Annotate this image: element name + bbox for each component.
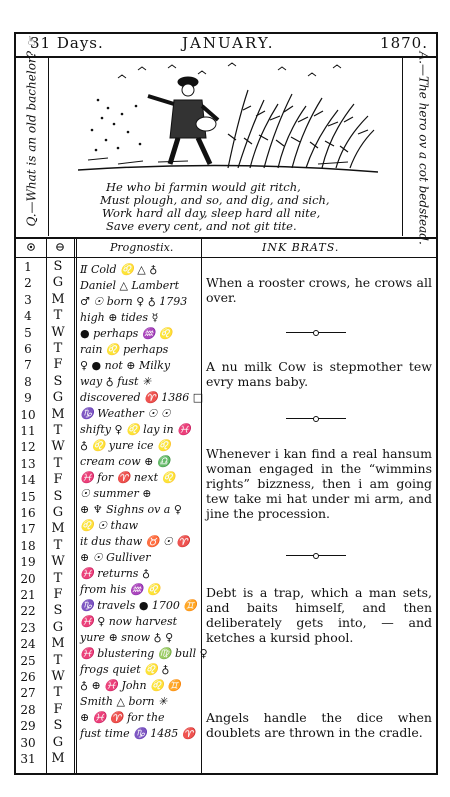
day-number: 6 — [24, 342, 32, 356]
column-divider — [76, 238, 77, 775]
prognostix-line: ♌ ☉ thaw — [80, 519, 139, 532]
prognostix-line: cream cow ⊕ ♎ — [80, 455, 171, 468]
day-row — [14, 407, 74, 423]
prognostix-line: yure ⊕ snow ♁ ♀ — [80, 631, 174, 644]
prognostix-line: ♓ ♀ now harvest — [80, 615, 178, 628]
prognostix-line: ♀ ● not ⊕ Milky — [80, 359, 171, 372]
day-row — [14, 587, 74, 603]
side-divider-right — [402, 58, 403, 236]
day-number: 2 — [24, 276, 32, 291]
day-row — [14, 390, 74, 406]
ink-brat-4: Debt is a trap, which a man sets, and baits himself, and then deliberately gets into, — and ketches a kursid phool. — [206, 585, 432, 645]
prognostix-line: shifty ♀ ♌ lay in ♓ — [80, 423, 191, 436]
day-row — [14, 538, 74, 554]
day-number: 16 — [20, 506, 36, 520]
prognostix-line: ♑ travels ● 1700 ♊ — [80, 599, 198, 612]
day-number: 29 — [20, 719, 36, 734]
ornament-divider — [286, 555, 346, 556]
weekday-letter: F — [53, 357, 63, 373]
column-divider — [201, 238, 202, 775]
prognostix-line: ⊕ ♆ Sighns ov a ♀ — [80, 503, 182, 516]
day-number: 14 — [20, 473, 36, 488]
prognostix-line: ♑ Weather ☉ ☉ — [80, 407, 171, 420]
prognostix-line: ♓ returns ♁ — [80, 567, 150, 580]
day-row — [14, 620, 74, 636]
weekday-letter: W — [51, 439, 65, 455]
day-number: 28 — [20, 702, 36, 717]
day-row — [14, 357, 74, 373]
weekday-letter: W — [51, 554, 65, 570]
ink-brat-2: A nu milk Cow is stepmother tew evry mans baby. — [206, 359, 432, 389]
weekday-letter: F — [53, 472, 63, 488]
section-rule — [14, 237, 438, 239]
day-row — [14, 423, 74, 439]
ornament-divider — [286, 332, 346, 333]
day-row — [14, 472, 74, 488]
prognostix-line: way ♁ fust ✳ — [80, 375, 152, 388]
weekday-letter: M — [51, 521, 65, 537]
weekday-letter: G — [52, 734, 64, 750]
poem-line: Save every cent, and not git tite. — [106, 219, 297, 233]
prognostix-line: Smith △ born ✳ — [80, 695, 168, 708]
poem-line: Work hard all day, sleep hard all nite, — [102, 206, 321, 220]
day-number: 12 — [20, 440, 36, 455]
weekday-letter: F — [53, 701, 63, 717]
prognostix-line: it dus thaw ♉ ☉ ♈ — [80, 535, 190, 548]
weekday-letter: T — [53, 537, 63, 553]
weekday-letter: S — [53, 603, 63, 619]
weekday-letter: S — [53, 259, 63, 274]
day-row — [14, 259, 74, 275]
day-number: 27 — [20, 686, 36, 701]
day-row — [14, 292, 74, 308]
weekday-letter: G — [52, 275, 64, 291]
day-number: 25 — [20, 653, 36, 668]
weekday-letter: T — [53, 308, 63, 324]
year-label: 1870. — [380, 34, 428, 52]
day-number: 5 — [24, 325, 32, 340]
day-number: 30 — [20, 735, 36, 750]
ink-brats-header: INK BRATS. — [262, 241, 340, 254]
prognostix-line: frogs quiet ♌ ♁ — [80, 663, 170, 676]
prognostix-header: Prognostix. — [110, 241, 174, 254]
prognostix-line: ⊕ ♓ ♈ for the — [80, 711, 165, 724]
prognostix-line: Daniel △ Lambert — [80, 279, 179, 292]
day-row — [14, 653, 74, 669]
weekday-letter: M — [51, 291, 65, 307]
prognostix-line: ● perhaps ♒ ♌ — [80, 327, 173, 340]
day-number: 7 — [24, 358, 32, 373]
weekday-letter: T — [53, 455, 63, 471]
prognostix-line: ♁ ⊕ ♓ John ♌ ♊ — [80, 679, 182, 692]
prognostix-line: rain ♌ perhaps — [80, 343, 169, 356]
ink-brat-3: Whenever i kan find a real hansum woman engaged in the “wimmins rights” bizzness, then i am going tew take mi hat under mi arm, and jine the procession. — [206, 446, 432, 521]
prognostix-line: ♓ blustering ♍ bull ♀ — [80, 647, 208, 660]
day-row — [14, 521, 74, 537]
side-divider-left — [48, 58, 49, 236]
day-row — [14, 685, 74, 701]
day-number: 1 — [24, 260, 32, 274]
weekday-letter: M — [51, 406, 65, 422]
day-row — [14, 718, 74, 734]
weekday-letter: S — [53, 488, 63, 504]
side-answer: A.—The hero ov a cot bedstead. — [416, 51, 431, 245]
prognostix-line: ⊕ ☉ Gulliver — [80, 551, 151, 564]
day-number: 9 — [24, 391, 32, 406]
day-number: 22 — [20, 604, 36, 619]
day-number: 21 — [20, 588, 36, 602]
day-row — [14, 505, 74, 521]
day-row — [14, 489, 74, 505]
weekday-letter: T — [53, 341, 63, 356]
weekday-letter: G — [52, 390, 64, 406]
prognostix-line: ♓ for ♈ next ♌ — [80, 471, 176, 484]
ornament-divider — [286, 418, 346, 419]
prognostix-line: Ⅱ Cold ♌ △ ♁ — [80, 263, 158, 276]
day-row — [14, 325, 74, 341]
day-row — [14, 735, 74, 751]
weekday-letter: G — [52, 505, 64, 520]
weekday-letter: G — [52, 619, 64, 635]
day-number: 26 — [20, 670, 36, 684]
day-row — [14, 702, 74, 718]
farmer-engraving — [78, 60, 378, 180]
prognostix-line: high ⊕ tides ☿ — [80, 311, 159, 324]
day-number: 18 — [20, 538, 36, 553]
column-header-rule — [14, 257, 438, 258]
day-row — [14, 456, 74, 472]
weekday-letter: S — [53, 718, 63, 734]
day-row — [14, 636, 74, 652]
weekday-letter: T — [53, 423, 63, 438]
day-number: 23 — [20, 620, 36, 635]
day-number: 24 — [20, 637, 36, 652]
prognostix-list — [80, 262, 208, 742]
moon-symbol-icon — [56, 243, 64, 251]
prognostix-line: discovered ♈ 1386 □ — [80, 391, 204, 404]
day-row — [14, 554, 74, 570]
weekday-letter: M — [51, 751, 65, 766]
day-number: 3 — [24, 292, 32, 307]
day-number: 15 — [20, 489, 36, 504]
poem — [100, 181, 400, 233]
prognostix-line: ☉ summer ⊕ — [80, 487, 152, 500]
weekday-letter: F — [53, 587, 63, 602]
day-row — [14, 751, 74, 767]
weekday-letter: M — [51, 636, 65, 652]
day-row — [14, 439, 74, 455]
column-divider — [74, 238, 75, 775]
day-row — [14, 571, 74, 587]
day-row — [14, 341, 74, 357]
day-number: 11 — [20, 424, 36, 438]
day-number: 13 — [20, 456, 36, 471]
prognostix-line: ♁ ♌ yure ice ♌ — [80, 439, 171, 452]
day-number: 4 — [24, 309, 32, 324]
ink-brat-5: Angels handle the dice when doublets are thrown in the cradle. — [206, 710, 432, 740]
weekday-letter: S — [53, 373, 63, 389]
weekday-letter: W — [51, 324, 65, 340]
day-row — [14, 603, 74, 619]
weekday-letter: W — [51, 669, 65, 684]
poem-line: He who bi farmin would git ritch, — [106, 180, 301, 194]
day-number: 17 — [20, 522, 36, 537]
day-number: 8 — [24, 374, 32, 389]
days-count: 31 Days. — [30, 34, 104, 52]
prognostix-line: fust time ♑ 1485 ♈ — [80, 727, 196, 740]
day-number: 10 — [20, 407, 36, 422]
prognostix-line: ♂ ☉ born ♀ ♁ 1793 — [80, 295, 188, 308]
prognostix-line: from his ♒ ♌ — [80, 583, 161, 596]
weekday-letter: T — [53, 570, 63, 586]
sun-symbol-icon — [27, 243, 35, 251]
weekday-letter: T — [53, 685, 63, 701]
day-number: 20 — [20, 571, 36, 586]
ink-brat-1: When a rooster crows, he crows all over. — [206, 275, 432, 305]
side-question: Q.—What is an old bachelor? ☞ — [24, 36, 39, 227]
day-number: 31 — [20, 752, 36, 766]
month-title: JANUARY. — [182, 34, 275, 52]
day-row — [14, 669, 74, 685]
weekday-letter: T — [53, 652, 63, 668]
day-row — [14, 275, 74, 291]
day-row — [14, 308, 74, 324]
day-number: 19 — [20, 555, 36, 570]
day-row — [14, 374, 74, 390]
poem-line: Must plough, and so, and dig, and sich, — [100, 193, 330, 207]
